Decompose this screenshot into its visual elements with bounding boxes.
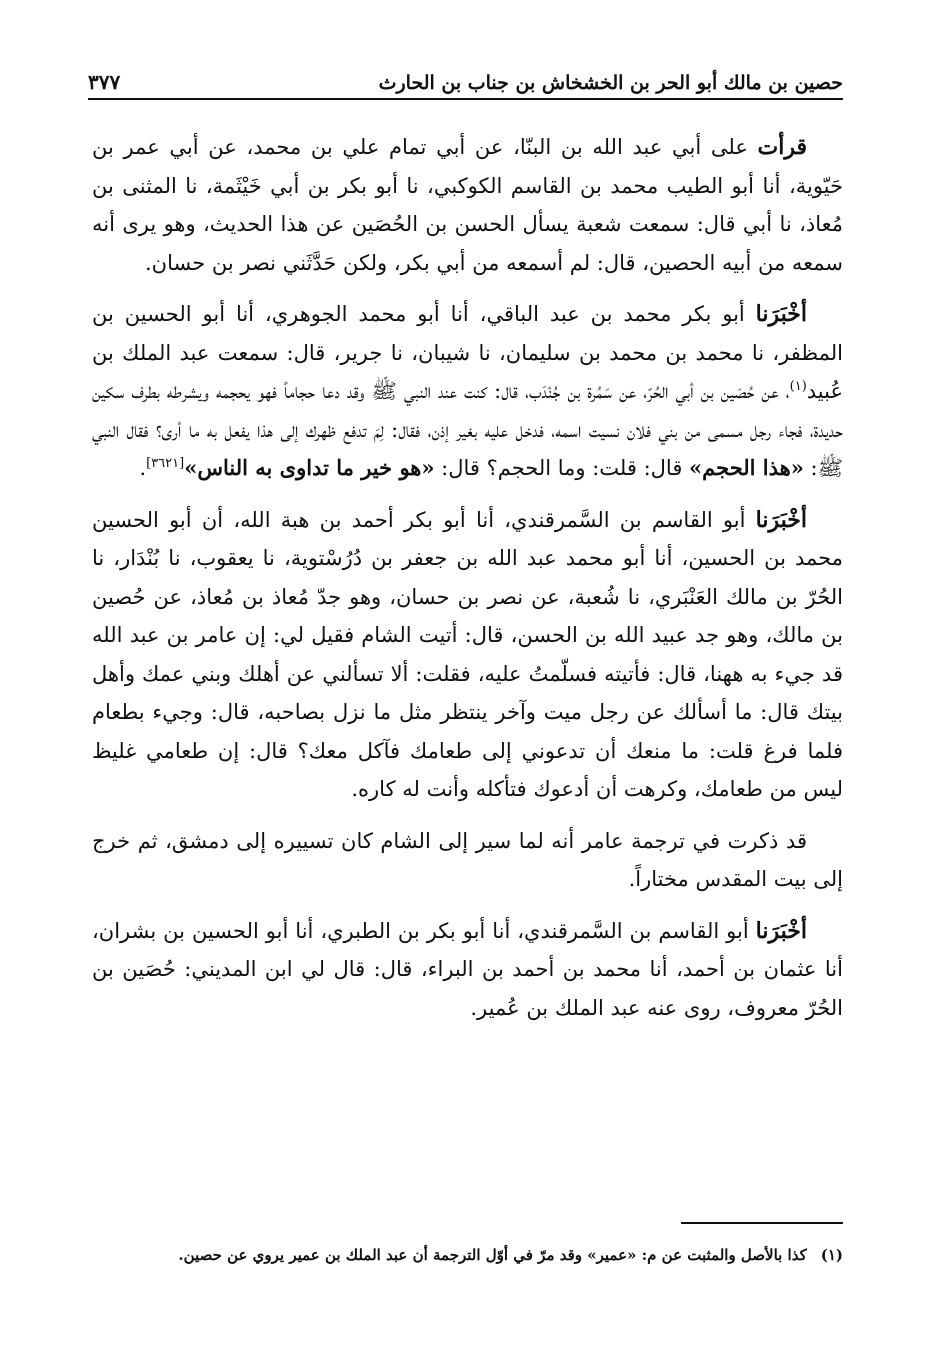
paragraph-2: [92, 295, 843, 488]
paragraph-4: [92, 822, 843, 899]
footnote-text: كذا بالأصل والمثبت عن م: «عمير» وقد مرّ في أوّل الترجمة أن عبد الملك بن عمير يروي عن حصين.: [178, 1246, 807, 1264]
paragraph-1: [92, 128, 843, 282]
paragraph-3: [92, 501, 843, 809]
paragraph-lead: أخْبَرَنا: [755, 917, 807, 944]
page-number: ٣٧٧: [88, 70, 121, 94]
paragraph-lead: أخْبَرَنا: [755, 301, 807, 327]
paragraph-text: أبو القاسم بن السَّمرقندي، أنا أبو بكر أحمد بن هبة الله، أن أبو الحسين محمد بن الحسين، أنا أبو محمد عبد الله بن جعفر بن دُرُسْتوية، نا يعقوب، نا بُنْدَار، نا الحُرّ بن مالك العَنْبَري، نا شُعبة، عن نصر بن حسان، وهو جدّ مُعاذ بن مُعاذ، عن حُصين بن مالك، وهو جد عبيد الله بن الحسن، قال: أتيت الشام فقيل لي: إن عامر بن عبد الله قد جيء به ههنا، قال: فأتيته فسلّمتُ عليه، فقلت: ألا تسألني عن أهلك وبني عمك وأهل بيتك قال: ما أسألك عن رجل ميت وآخر ينتظر مثل ما نزل بصاحبه، قال: وجيء بطعام فلما فرغ قلت: ما منعك أن تدعوني إلى طعامك فآكل معك؟ قال: إن طعامي غليظ ليس من طعامك، وكرهت أن أدعوك فتأكله وأنت له كاره.: [92, 507, 843, 801]
paragraph-text: قد ذكرت في ترجمة عامر أنه لما سير إلى الشام كان تسييره إلى دمشق، ثم خرج إلى بيت المقدس مختاراً.: [92, 828, 843, 891]
paragraph-text: .: [139, 456, 147, 480]
hadith-quote: «هو خير ما تداوى به الناس»: [184, 455, 435, 480]
footnote: [92, 1246, 843, 1264]
paragraph-text: أبو بكر محمد بن عبد الباقي، أنا أبو محمد الجوهري، أنا أبو الحسين بن المظفر، نا محمد بن محمد بن سليمان، نا شيبان، نا جرير، قال: سمعت عبد الملك بن عُبيد: [92, 302, 843, 403]
paragraph-lead: أخْبَرَنا: [755, 506, 807, 533]
footnote-mark: (١): [789, 379, 807, 394]
hadith-reference-number: [٣٦٢١]: [146, 456, 185, 471]
running-title: حصين بن مالك أبو الحر بن الخشخاش بن جناب بن الحارث: [378, 72, 843, 94]
footnote-divider: [681, 1222, 843, 1224]
footnote-number: (١): [820, 1246, 843, 1264]
paragraph-lead: قرأت: [757, 134, 807, 160]
paragraph-text: قال: قلت: وما الحجم؟ قال:: [434, 456, 690, 480]
paragraph-5: [92, 912, 843, 1028]
hadith-quote: «هذا الحجم»: [689, 455, 804, 480]
page-body: [92, 128, 843, 1040]
paragraph-text: أبو القاسم بن السَّمرقندي، أنا أبو بكر بن الطبري، أنا أبو الحسين بن بشران، أنا عثمان بن أحمد، أنا محمد بن أحمد بن البراء، قال: قال لي ابن المديني: حُصَين بن الحُرّ معروف، روى عنه عبد الملك بن عُمير.: [92, 918, 843, 1020]
paragraph-text: على أبي عبد الله بن البنّا، عن أبي تمام علي بن محمد، عن أبي عمر بن حَيّوية، أنا أبو الطيب محمد بن القاسم الكوكبي، نا أبو بكر بن أبي خَيْثَمة، نا المثنى بن مُعاذ، نا أبي قال: سمعت شعبة يسأل الحسن بن الحُصَين عن هذا الحديث، وهو يرى أنه سمعه من أبيه الحصين، قال: لم أسمعه من أبي بكر، ولكن حَدَّثَني نصر بن حسان.: [92, 135, 843, 275]
paragraph-text: ، عن حُصَين بن أبي الحُرّ، عن سَمُرة بن جُنْدَب، قال: كنت عند النبي ﷺ وقد دعا حجاماً فهو يحجمه ويشرطه بطرف سكين حديدة، فجاء رجل مسمى من بني فلان نسيت اسمه، فدخل عليه بغير إذن، فقال: لِمَ تدفع ظهرك إلى هذا يفعل به ما أرى؟ فقال النبي ﷺ:: [92, 379, 843, 480]
page-header: [88, 62, 843, 100]
